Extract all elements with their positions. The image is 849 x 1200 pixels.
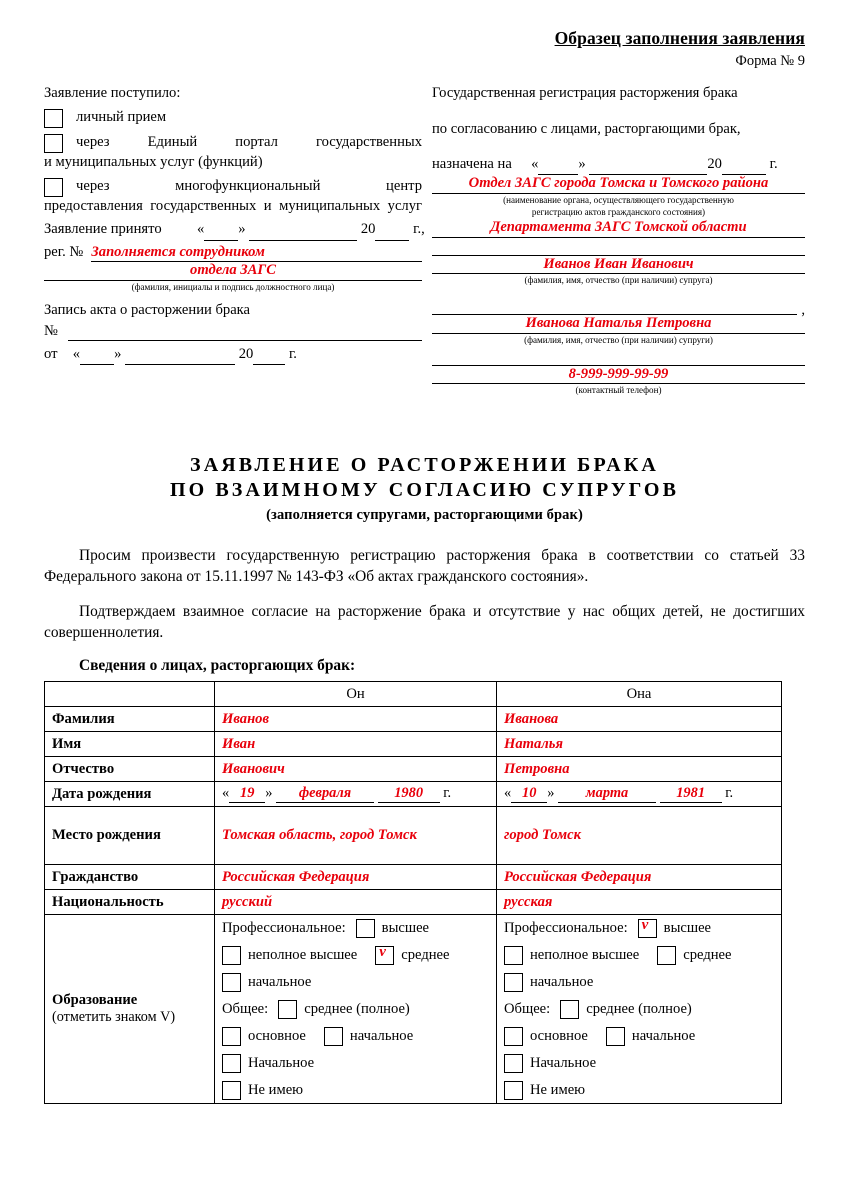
patronymic-he-value[interactable]: Иванович: [215, 757, 497, 782]
row-label-birthplace: Место рождения: [45, 807, 215, 865]
education-he-option-label: начальное: [248, 973, 312, 990]
patronymic-she-value[interactable]: Петровна: [497, 757, 782, 782]
education-he-row-7: [222, 1080, 489, 1100]
checkbox-she-incomplete-higher[interactable]: [504, 946, 523, 965]
act-month-field[interactable]: [125, 345, 235, 365]
education-he-option-label: основное: [248, 1027, 306, 1044]
registry-office-field[interactable]: [432, 175, 805, 194]
accepted-prefix: Заявление принято: [44, 221, 162, 238]
education-she-general-row: [504, 999, 774, 1019]
act-record-number-line: [44, 322, 422, 341]
wife-name: Иванова Наталья Петровна: [525, 315, 712, 331]
citizenship-he-value[interactable]: Российская Федерация: [215, 865, 497, 890]
document-header: [44, 0, 805, 70]
education-he-option-label: высшее: [381, 919, 430, 936]
act-record-number-field[interactable]: [68, 323, 422, 341]
dob-he-month[interactable]: февраля: [276, 785, 374, 803]
education-she-prof-row: [504, 918, 774, 938]
checkbox-she-primary-general[interactable]: [606, 1027, 625, 1046]
accepted-year-suffix: г.,: [413, 221, 425, 238]
surname-she-value[interactable]: Иванова: [497, 707, 782, 732]
row-label-nationality: Национальность: [45, 890, 215, 915]
receipt-option-label: через многофункциональный центр: [76, 178, 422, 195]
quote-open: «: [72, 345, 81, 362]
education-group-professional-label: Профессиональное:: [504, 919, 628, 936]
checkbox-he-primary-prof[interactable]: [222, 973, 241, 992]
education-she-option-label: высшее: [663, 919, 712, 936]
official-note-line2: отдела ЗАГС: [190, 262, 276, 279]
title-line-2: ПО ВЗАИМНОМУ СОГЛАСИЮ СУПРУГОВ: [169, 479, 680, 502]
birthplace-he-value[interactable]: Томская область, город Томск: [215, 807, 497, 865]
nationality-he-value[interactable]: русский: [215, 890, 497, 915]
table-row: [45, 732, 782, 757]
number-sign: №: [44, 322, 58, 339]
appointed-prefix: назначена на: [432, 155, 512, 172]
top-two-column-block: [44, 84, 805, 397]
official-signature-field[interactable]: [44, 262, 422, 281]
firstname-she-value[interactable]: Наталья: [497, 732, 782, 757]
from-label: от: [44, 345, 58, 362]
table-row: [45, 707, 782, 732]
education-he-option-label: неполное высшее: [248, 946, 358, 963]
checkbox-he-higher[interactable]: [356, 919, 375, 938]
received-label: Заявление поступило:: [44, 85, 181, 101]
education-label: Образование: [52, 992, 138, 1009]
appointed-day-field[interactable]: [538, 155, 578, 175]
registry-office-caption-line1: (наименование органа, осуществляющего государственную: [503, 194, 734, 205]
row-label-firstname: Имя: [45, 732, 215, 757]
accepted-month-field[interactable]: [249, 220, 357, 240]
education-group-general-label: Общее:: [222, 1000, 269, 1017]
table-row: [45, 757, 782, 782]
accepted-year-prefix: 20: [360, 221, 376, 238]
citizenship-she-value[interactable]: Российская Федерация: [497, 865, 782, 890]
checkbox-multifunctional-center[interactable]: [44, 178, 63, 197]
act-record-date-line: [44, 345, 422, 365]
education-he-row-6: [222, 1053, 489, 1073]
husband-name-field[interactable]: [432, 256, 805, 275]
registration-appointment-column: [432, 84, 805, 397]
receipt-option-portal[interactable]: [44, 133, 422, 153]
appointed-year-suffix: г.: [769, 155, 778, 172]
persons-info-table: [44, 681, 782, 1104]
registration-line-2: по согласованию с лицами, расторгающими брак,: [432, 121, 741, 138]
nationality-she-value[interactable]: русская: [497, 890, 782, 915]
accepted-day-field[interactable]: [204, 220, 238, 240]
phone-field[interactable]: [432, 366, 805, 385]
row-label-dob: Дата рождения: [45, 782, 215, 807]
checkbox-she-basic-general[interactable]: [504, 1027, 523, 1046]
checkbox-she-secondary-complete[interactable]: [560, 1000, 579, 1019]
education-he-option-label: среднее: [401, 946, 450, 963]
body-paragraph-2: Подтверждаем взаимное согласие на расторжение брака и отсутствие у нас общих детей, не достигших совершеннолетия.: [44, 603, 805, 641]
education-she-option-label: начальное: [530, 973, 594, 990]
education-she-row-7: [504, 1080, 774, 1100]
education-he-row-3: [222, 972, 489, 992]
checkbox-he-basic-general[interactable]: [222, 1027, 241, 1046]
husband-name: Иванов Иван Иванович: [543, 255, 694, 272]
checkbox-she-none[interactable]: [504, 1081, 523, 1100]
form-number: Форма № 9: [735, 53, 805, 69]
education-he-option-label: Начальное: [248, 1054, 315, 1071]
dob-he-year-suffix: г.: [443, 785, 452, 802]
receipt-option-mfc[interactable]: [44, 177, 422, 197]
reg-no-field[interactable]: [91, 243, 422, 263]
dob-he-line: [222, 785, 451, 801]
dob-she-line: [504, 785, 733, 801]
checkbox-she-elementary[interactable]: [504, 1054, 523, 1073]
appointed-year-prefix: 20: [707, 155, 722, 172]
education-she-option-label: начальное: [631, 1027, 696, 1044]
table-header-blank: [45, 682, 215, 707]
education-he-cell: [215, 915, 497, 1104]
accepted-date-line: [44, 220, 425, 240]
act-day-field[interactable]: [80, 345, 114, 365]
education-she-row-3: [504, 972, 774, 992]
registration-line-1: Государственная регистрация расторжения брака: [432, 85, 738, 101]
row-label-surname: Фамилия: [45, 707, 215, 732]
appointment-date-line: [432, 155, 805, 175]
quote-close: »: [114, 345, 122, 362]
quote-close: »: [547, 785, 555, 802]
act-year-suffix: г.: [288, 345, 297, 362]
act-year-field[interactable]: [253, 345, 285, 365]
checkbox-she-higher[interactable]: [638, 919, 657, 938]
title-subtitle: (заполняется супругами, расторгающими брак): [266, 506, 583, 523]
table-header-row: [45, 682, 782, 707]
education-he-row-5: [222, 1026, 489, 1046]
quote-close: »: [265, 785, 273, 802]
table-row: [45, 865, 782, 890]
dob-he-year[interactable]: 1980: [378, 785, 440, 803]
table-row-education: [45, 915, 782, 1104]
education-he-prof-row: [222, 918, 489, 938]
wife-name-caption: (фамилия, имя, отчество (при наличии) супруги): [524, 334, 713, 345]
quote-open: «: [531, 155, 539, 172]
education-she-option-label: среднее (полное): [586, 1000, 692, 1017]
receipt-option-portal-continuation: и муниципальных услуг (функций): [44, 154, 263, 171]
checkbox-he-incomplete-higher[interactable]: [222, 946, 241, 965]
dob-he-cell: [215, 782, 497, 807]
table-header-he: Он: [215, 682, 497, 707]
education-she-row-2: [504, 945, 774, 965]
department-name: Департамента ЗАГС Томской области: [490, 219, 747, 236]
education-he-option-label: начальное: [349, 1027, 414, 1044]
receipt-option-label: через Единый портал государственных: [76, 134, 422, 151]
wife-name-field[interactable]: [432, 315, 805, 334]
education-she-cell: [497, 915, 782, 1104]
checkbox-he-secondary-complete[interactable]: [278, 1000, 297, 1019]
department-field[interactable]: [432, 219, 805, 238]
dob-she-cell: [497, 782, 782, 807]
checkbox-personal-reception[interactable]: [44, 109, 63, 128]
application-title: [44, 453, 805, 524]
firstname-he-value[interactable]: Иван: [215, 732, 497, 757]
act-record-label: Запись акта о расторжении брака: [44, 302, 251, 319]
checkbox-unified-portal[interactable]: [44, 134, 63, 153]
education-she-option-label: Не имею: [530, 1081, 586, 1098]
reg-no-label: рег. №: [44, 243, 84, 260]
wife-upper-rule-row: [432, 301, 805, 318]
education-she-row-5: [504, 1026, 774, 1046]
education-she-option-label: основное: [530, 1027, 588, 1044]
wife-line-comma: ,: [801, 301, 805, 318]
checkbox-she-primary-prof[interactable]: [504, 973, 523, 992]
education-he-row-2: [222, 945, 489, 965]
official-signature-caption: (фамилия, инициалы и подпись должностного лица): [131, 281, 335, 292]
education-he-option-label: среднее (полное): [304, 1000, 410, 1017]
quote-close: »: [578, 155, 586, 172]
husband-name-caption: (фамилия, имя, отчество (при наличии) супруга): [524, 275, 713, 286]
receipt-option-personal[interactable]: [44, 108, 422, 128]
table-row: [45, 807, 782, 865]
appointed-month-field[interactable]: [589, 155, 707, 175]
title-line-1: ЗАЯВЛЕНИЕ О РАСТОРЖЕНИИ БРАКА: [190, 453, 659, 476]
checkbox-he-primary-general[interactable]: [324, 1027, 343, 1046]
section-heading-persons: Сведения о лицах, расторгающих брак:: [79, 657, 356, 675]
education-she-option-label: Начальное: [530, 1054, 597, 1071]
row-label-patronymic: Отчество: [45, 757, 215, 782]
education-he-option-label: Не имею: [248, 1081, 304, 1098]
birthplace-she-value[interactable]: город Томск: [497, 807, 782, 865]
page-title: Образец заполнения заявления: [554, 28, 805, 48]
quote-open: «: [504, 785, 512, 802]
act-year-prefix: 20: [238, 345, 254, 362]
education-she-row-6: [504, 1053, 774, 1073]
contact-phone: 8-999-999-99-99: [568, 365, 669, 382]
registry-office-name: Отдел ЗАГС города Томска и Томского района: [468, 175, 769, 192]
education-group-professional-label: Профессиональное:: [222, 919, 346, 936]
registration-number-line: [44, 243, 422, 263]
appointed-year-field[interactable]: [722, 155, 766, 175]
quote-close: »: [238, 221, 246, 238]
table-row: [45, 782, 782, 807]
official-note-line1: Заполняется сотрудником: [91, 243, 265, 260]
checkbox-he-secondary-prof[interactable]: [375, 946, 394, 965]
checkbox-he-none[interactable]: [222, 1081, 241, 1100]
dob-she-year-suffix: г.: [725, 785, 734, 802]
quote-open: «: [196, 221, 205, 238]
education-she-option-label: неполное высшее: [530, 946, 640, 963]
surname-he-value[interactable]: Иванов: [215, 707, 497, 732]
phone-caption: (контактный телефон): [575, 385, 662, 396]
dob-she-year[interactable]: 1981: [660, 785, 722, 803]
dob-she-day[interactable]: 10: [511, 785, 547, 803]
body-paragraph-1: Просим произвести государственную регистрацию расторжения брака в соответствии со статьей 33 Федерального закона от 15.11.1997 № 143-ФЗ «Об актах гражданского состояния».: [44, 546, 805, 585]
row-label-education: [45, 915, 215, 1104]
checkbox-he-elementary[interactable]: [222, 1054, 241, 1073]
registry-office-caption-line2: регистрацию актов гражданского состояния): [531, 207, 706, 218]
dob-she-month[interactable]: марта: [558, 785, 656, 803]
checkbox-she-secondary-prof[interactable]: [657, 946, 676, 965]
row-label-citizenship: Гражданство: [45, 865, 215, 890]
education-label-note: (отметить знаком V): [52, 1009, 176, 1026]
receipt-option-label: личный прием: [76, 109, 167, 126]
accepted-year-field[interactable]: [375, 220, 409, 240]
receipt-option-mfc-continuation: предоставления государственных и муниципальных услуг: [44, 198, 422, 215]
dob-he-day[interactable]: 19: [229, 785, 265, 803]
application-receipt-column: [44, 84, 432, 365]
education-he-general-row: [222, 999, 489, 1019]
education-she-option-label: среднее: [683, 946, 732, 963]
quote-open: «: [222, 785, 230, 802]
table-row: [45, 890, 782, 915]
education-group-general-label: Общее:: [504, 1000, 551, 1017]
table-header-she: Она: [497, 682, 782, 707]
